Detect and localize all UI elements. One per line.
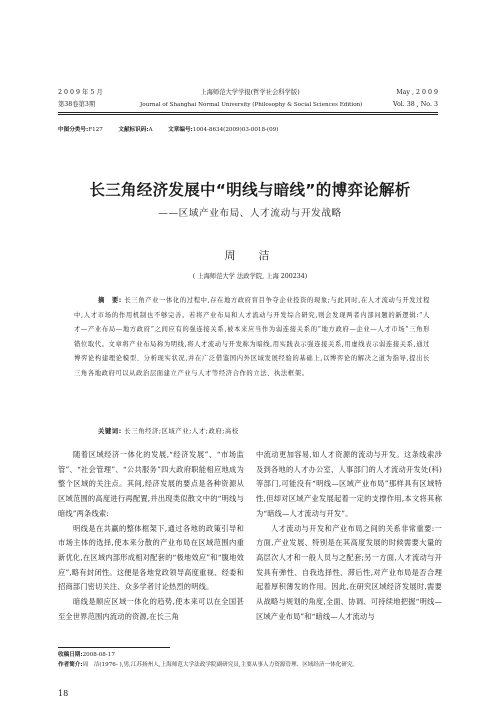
- footnote-rule: [58, 647, 170, 648]
- header-rule-top: [58, 112, 438, 113]
- clc-label: 中图分类号:: [58, 127, 89, 133]
- article-author: 周 洁: [224, 249, 276, 262]
- article-affiliation: ( 上海师范大学 法政学院, 上海 200234): [192, 273, 308, 280]
- keywords-text: 长三角经济;区域产业;人才;政府;高校: [124, 428, 239, 435]
- header-rule-bottom: [58, 114, 438, 115]
- header-date-left: 2 0 0 9 年 5 月: [58, 89, 103, 96]
- doc-code-label: 文献标识码:: [118, 127, 149, 133]
- body-paragraph: 暗线是顺应区域一体化的趋势,使本来可以在全国甚至全世界范围内流动的资源,在长三角: [58, 597, 244, 621]
- header-volume-cn: 第38卷第3期: [58, 101, 96, 108]
- body-paragraph: 中流动更加容易,如人才资源的流动与开发。这条线索涉及到各地的人才办公室、人事部门的人才流动开发处(科)等部门,可能没有“明线—区域产业布局”那样具有区域特性,但却对区域产业发展起着一定的支撑作用,本文将其称为“暗线—人才流动与开发”。: [256, 450, 442, 518]
- header-journal-en: Journal of Shanghai Normal University (Philosophy & Social Sciences Edition): [140, 102, 363, 108]
- article-no-label: 文章编号:: [168, 127, 193, 133]
- header-volume-en: Vol. 38 , No. 3: [393, 101, 438, 108]
- author-bio-value: 周 洁(1976- ),男,江苏扬州人,上海师范大学法政学院副研究员,主要从事人力资源管理、区域经济一体化研究。: [82, 661, 359, 668]
- body-column-right: [256, 448, 442, 624]
- article-no-value: 1004-8634(2009)03-0018-(09): [192, 127, 279, 133]
- keywords: [98, 426, 239, 435]
- abstract: [74, 294, 430, 382]
- header-date-right: May , 2 0 0 9: [396, 89, 438, 96]
- body-paragraph: 随着区域经济一体化的发展,“经济发展”、“市场监管”、“社会管理”、“公共服务”四大政府职能相应地成为整个区域的关注点。其间,经济发展的要点是各种资源从区域范围的高度进行再配置,并出现类似散文中的“明线与暗线”两条线索:: [58, 450, 244, 518]
- received-label: 收稿日期:: [58, 652, 83, 658]
- header-journal-cn: 上海师范大学学报(哲学社会科学版): [200, 89, 300, 96]
- footnote-received: [58, 651, 442, 661]
- keywords-label: 关键词:: [98, 428, 122, 435]
- body-paragraph: 明线是在共赢的整体框架下,通过各地的政策引导和市场主体的选择,使本来分散的产业布局在区域范围内重新优化,在区域内部形成相对配套的“极地效应”和“腹地效应”,略有封闭性。这便是各地党政领导高度重视、经委和招商部门密切关注、众多学者讨论热烈的明线。: [58, 523, 244, 592]
- received-value: 2008-08-17: [82, 652, 115, 658]
- footnote: [58, 651, 442, 670]
- body-column-left: [58, 448, 244, 624]
- meta-line: [58, 126, 278, 134]
- doc-code-value: A: [148, 127, 153, 133]
- author-bio-label: 作者简介:: [58, 661, 83, 668]
- clc-value: F127: [88, 127, 103, 133]
- abstract-text: 长三角产业一体化的过程中,存在地方政府盲目争夺企业投资的现象;与此同时,在人才流动与开发过程中,人才市场的作用机制也不够完善。若将产业布局和人才流动与开发综合研究,则会发现两者内部问题的新逻辑:“人才—产业布局—地方政府”之间应有的强连接关系,被本来应当作为弱连接关系的“地方政府—企业—人才市场”三角形错位取代。文章将产业布局称为明线,将人才流动与开发称为暗线,用实践表示强连接关系,用虚线表示弱连接关系,通过博弈论构建理论模型、分析现实状况,并在广泛借鉴国内外区域发展经验的基础上,以博弈论的解决之道为指导,提出长三角各地政府可以从政治层面建立产业与人才等经济合作的立法、执法框架。: [74, 297, 430, 377]
- body-paragraph: 人才流动与开发和产业布局之间的关系非常重要:一方面,产业发展、特别是在其高度发展的时候需要大量的高层次人才和一般人员与之配套;另一方面,人才流动与开发具有弹性、自我选择性、滞后性,对产业布局是否合理起着厚积薄发的作用。因此,在研究区域经济发展时,需要从战略与规划的角度,全面、协调、可持续地把握“明线—区域产业布局”和“暗线—人才流动与: [256, 523, 442, 621]
- article-subtitle: ——区域产业布局、人才流动与开发战略: [158, 208, 342, 219]
- footnote-author: [58, 661, 442, 671]
- article-title: 长三角经济发展中“明线与暗线”的博弈论解析: [89, 181, 411, 199]
- page-number: 18: [58, 689, 69, 698]
- abstract-label: 摘 要:: [98, 297, 122, 304]
